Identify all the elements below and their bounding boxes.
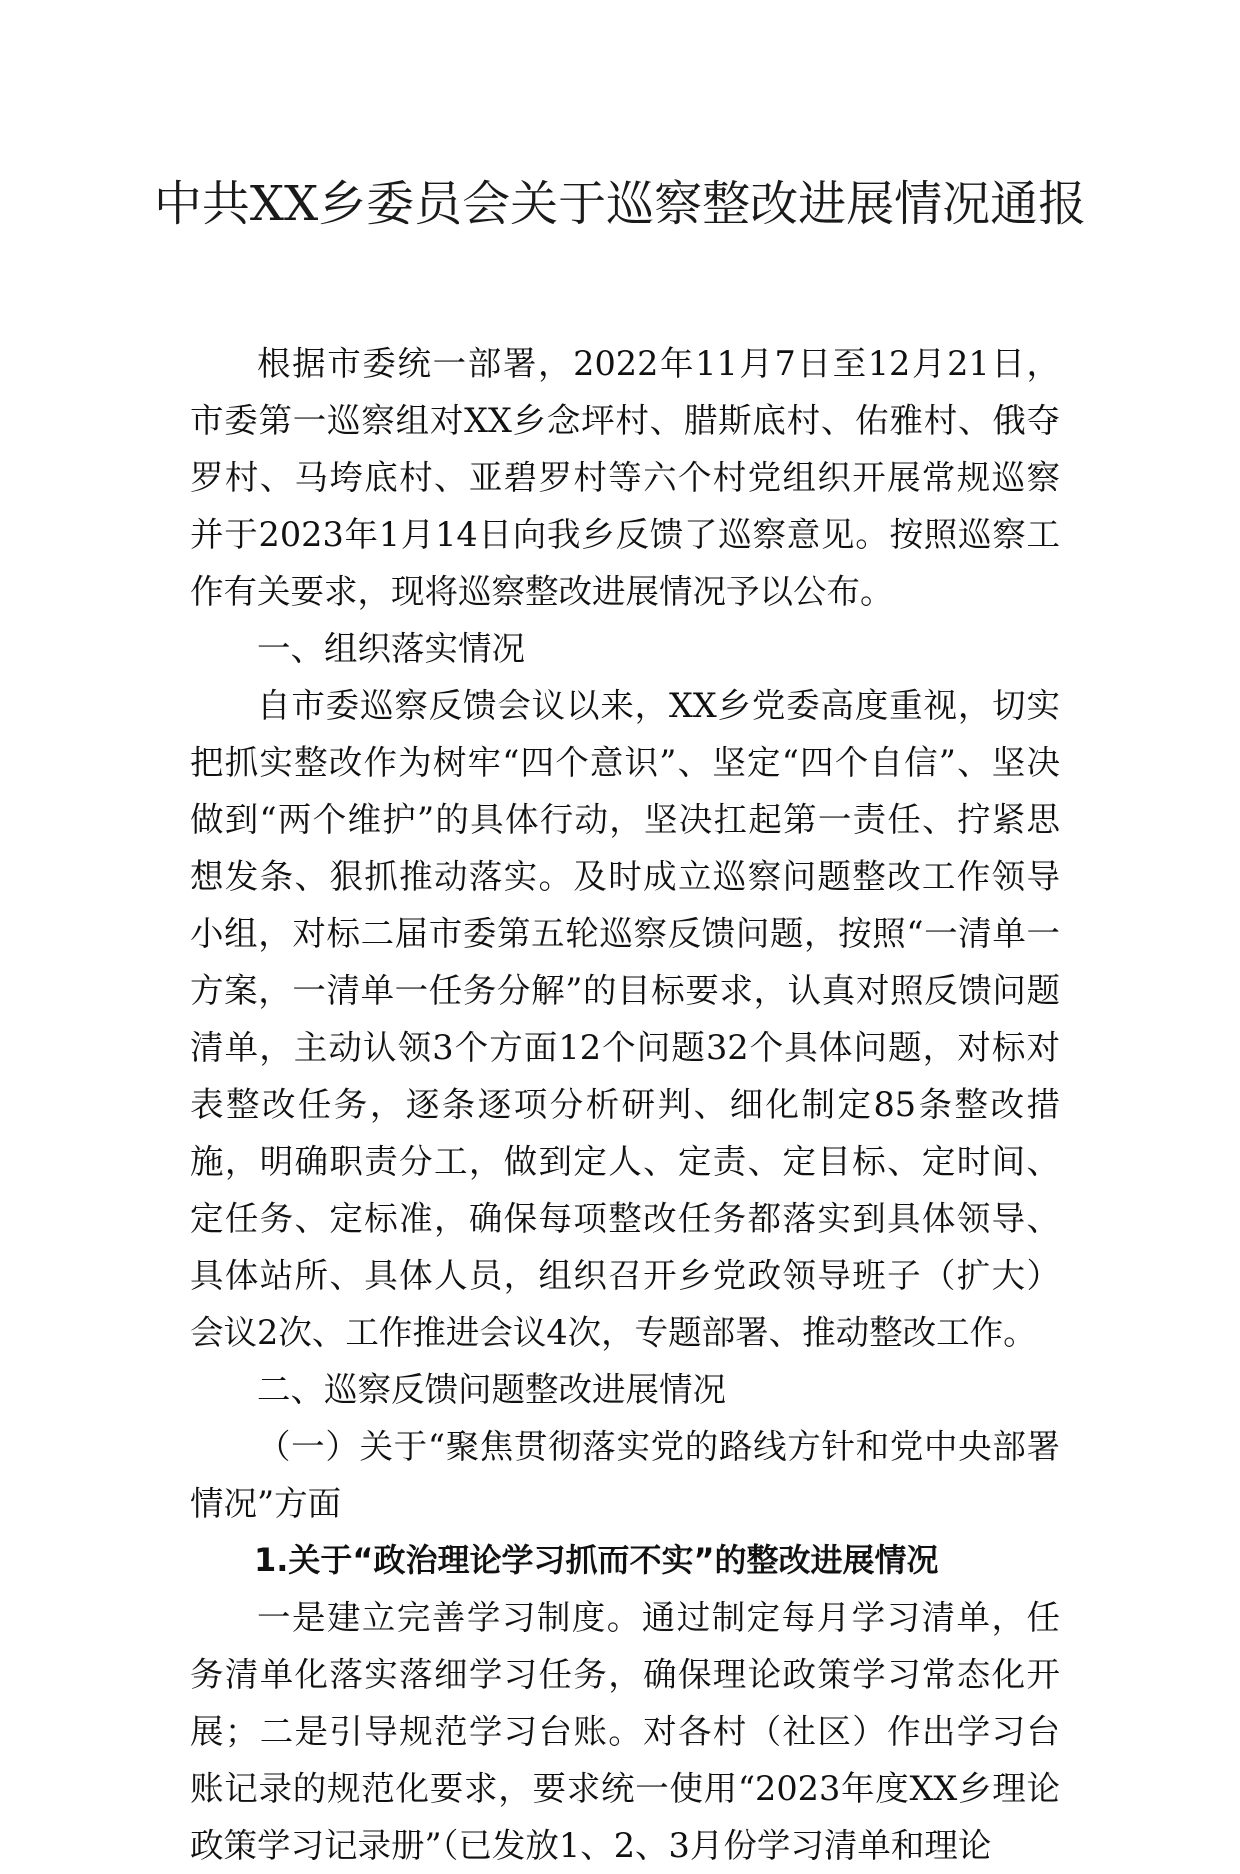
item-one-paragraph: 一是建立完善学习制度。通过制定每月学习清单，任务清单化落实落细学习任务，确保理论政策学习常态化开展；二是引导规范学习台账。对各村（社区）作出学习台账记录的规范化要求，要求统一使用“2023年度XX乡理论政策学习记录册”（已发放1、2、3月份学习清单和理论 (190, 1598, 1060, 1865)
section-heading-progress: 二、巡察反馈问题整改进展情况 (257, 1370, 726, 1409)
section-heading-organization: 一、组织落实情况 (257, 629, 525, 668)
subsection-heading-one: （一）关于“聚焦贯彻落实党的路线方针和党中央部署情况”方面 (190, 1427, 1060, 1523)
organization-paragraph: 自市委巡察反馈会议以来，XX乡党委高度重视，切实把抓实整改作为树牢“四个意识”、坚定“四个自信”、坚决做到“两个维护”的具体行动，坚决扛起第一责任、拧紧思想发条、狠抓推动落实。及时成立巡察问题整改工作领导小组，对标二届市委第五轮巡察反馈问题，按照“一清单一方案，一清单一任务分解”的目标要求，认真对照反馈问题清单，主动认领3个方面12个问题32个具体问题，对标对表整改任务，逐条逐项分析研判、细化制定85条整改措施，明确职责分工，做到定人、定责、定目标、定时间、定任务、定标准，确保每项整改任务都落实到具体领导、具体站所、具体人员，组织召开乡党政领导班子（扩大）会议2次、工作推进会议4次，专题部署、推动整改工作。 (190, 686, 1060, 1352)
document-body (190, 335, 1060, 1874)
document-title: 中共XX乡委员会关于巡察整改进展情况通报 (153, 176, 1087, 232)
item-heading-one: 1.关于“政治理论学习抓而不实”的整改进展情况 (254, 1541, 939, 1579)
intro-paragraph: 根据市委统一部署，2022年11月7日至12月21日，市委第一巡察组对XX乡念坪村、腊斯底村、佑雅村、俄夺罗村、马垮底村、亚碧罗村等六个村党组织开展常规巡察并于2023年1月14日向我乡反馈了巡察意见。按照巡察工作有关要求，现将巡察整改进展情况予以公布。 (190, 344, 1060, 611)
